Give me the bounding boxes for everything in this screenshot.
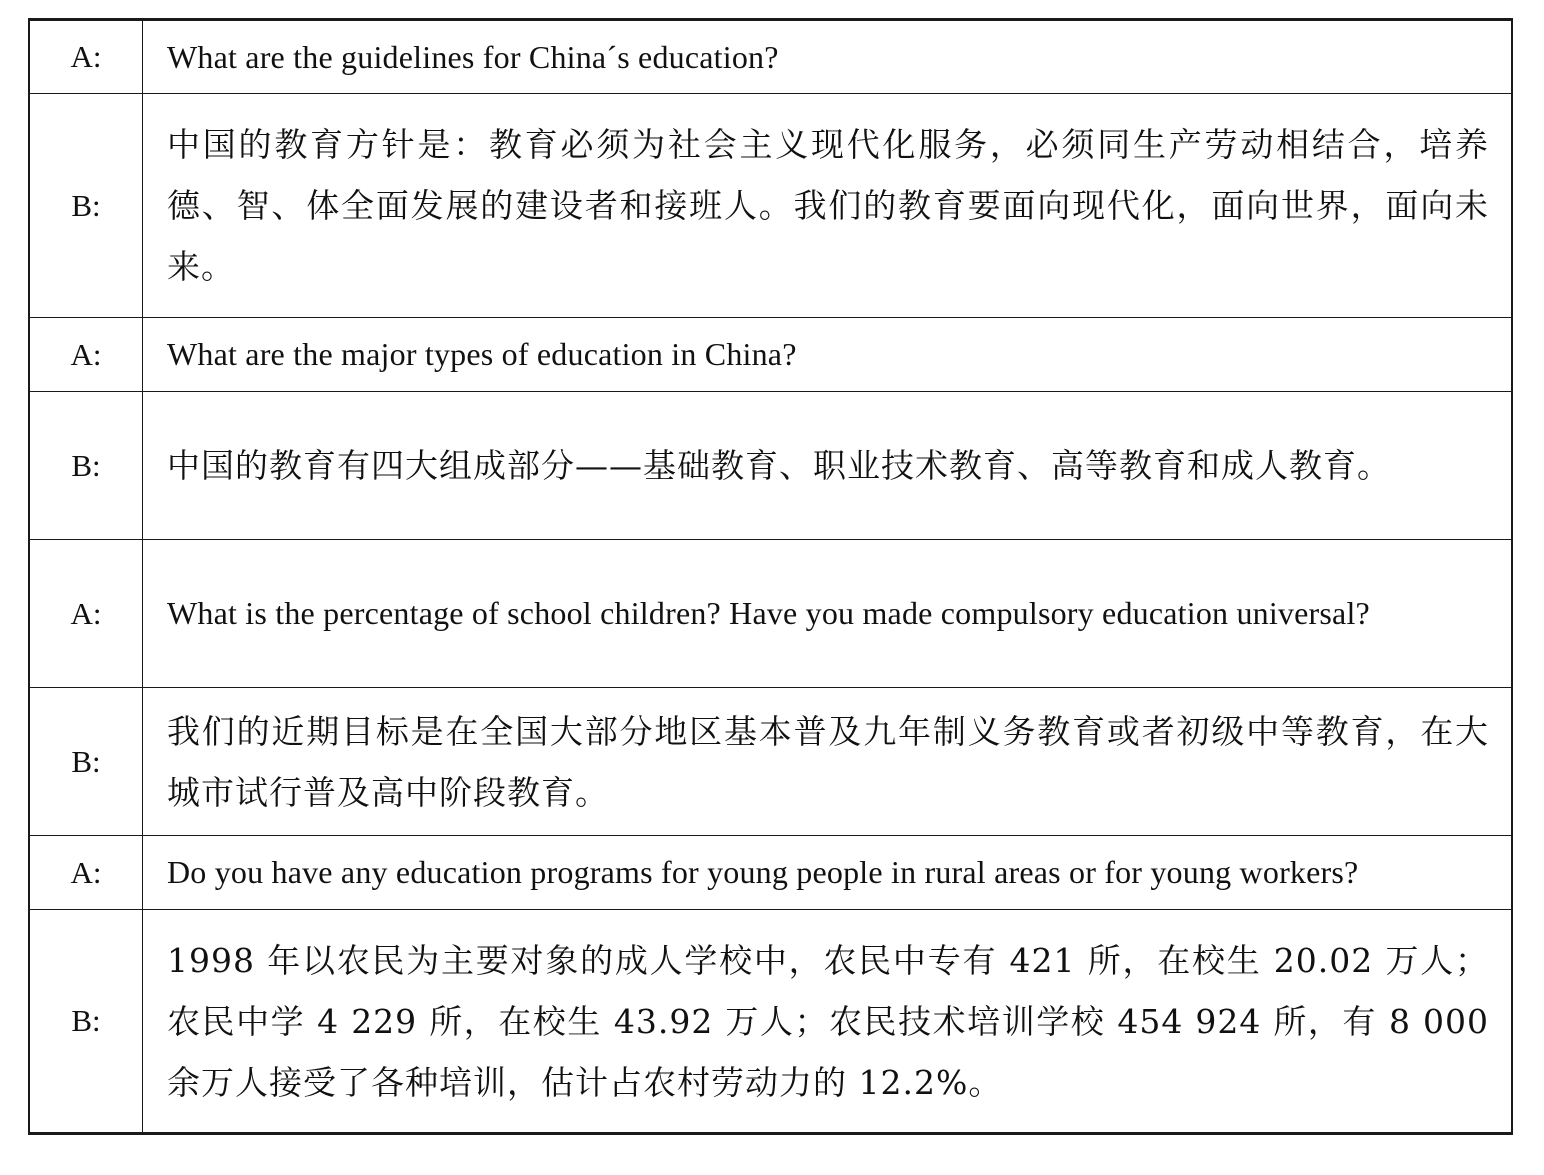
speaker-label: A: bbox=[29, 20, 143, 94]
question-text: What is the percentage of school children? Have you made compulsory education universal? bbox=[143, 540, 1513, 688]
table-row bbox=[29, 94, 1512, 318]
table-row bbox=[29, 392, 1512, 540]
table-row bbox=[29, 910, 1512, 1134]
speaker-label: B: bbox=[29, 910, 143, 1134]
answer-text: 1998 年以农民为主要对象的成人学校中，农民中专有 421 所，在校生 20.02 万人；农民中学 4 229 所，在校生 43.92 万人；农民技术培训学校 454 924 所，有 8 000余万人接受了各种培训，估计占农村劳动力的 12.2%。 bbox=[143, 910, 1513, 1134]
answer-text: 中国的教育方针是：教育必须为社会主义现代化服务，必须同生产劳动相结合，培养德、智、体全面发展的建设者和接班人。我们的教育要面向现代化，面向世界，面向未来。 bbox=[143, 94, 1513, 318]
answer-text: 我们的近期目标是在全国大部分地区基本普及九年制义务教育或者初级中等教育，在大城市试行普及高中阶段教育。 bbox=[143, 688, 1513, 836]
speaker-label: A: bbox=[29, 836, 143, 910]
question-text: Do you have any education programs for young people in rural areas or for young workers? bbox=[143, 836, 1513, 910]
speaker-label: B: bbox=[29, 94, 143, 318]
speaker-label: A: bbox=[29, 318, 143, 392]
table-row bbox=[29, 540, 1512, 688]
answer-text: 中国的教育有四大组成部分——基础教育、职业技术教育、高等教育和成人教育。 bbox=[143, 392, 1513, 540]
dialogue-table bbox=[28, 18, 1513, 1135]
speaker-label: B: bbox=[29, 688, 143, 836]
table-row bbox=[29, 688, 1512, 836]
question-text: What are the major types of education in China? bbox=[143, 318, 1513, 392]
table-row bbox=[29, 318, 1512, 392]
speaker-label: B: bbox=[29, 392, 143, 540]
speaker-label: A: bbox=[29, 540, 143, 688]
table-row bbox=[29, 836, 1512, 910]
question-text: What are the guidelines for China´s education? bbox=[143, 20, 1513, 94]
table-row bbox=[29, 20, 1512, 94]
